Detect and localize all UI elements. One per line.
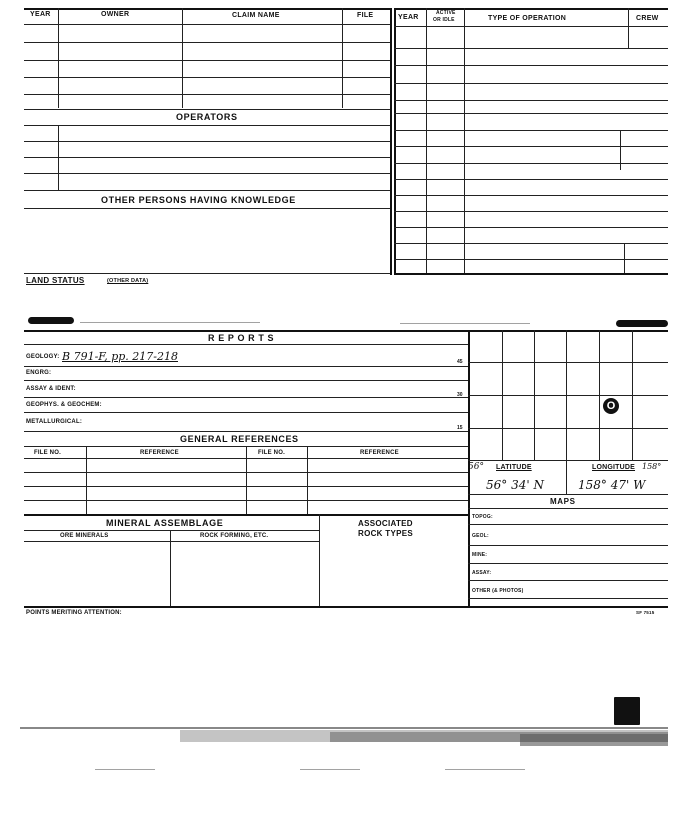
report-label-metallurgical: METALLURGICAL: [26, 419, 83, 425]
ref-header-file-no-2: FILE NO. [258, 450, 285, 456]
rock-forming-header: ROCK FORMING, ETC. [200, 533, 269, 539]
maps-assay: ASSAY: [472, 570, 492, 576]
header-file: FILE [357, 12, 374, 19]
land-status-label: LAND STATUS [26, 276, 85, 285]
other-persons-label: OTHER PERSONS HAVING KNOWLEDGE [101, 195, 296, 205]
maps-topog: TOPOG: [472, 514, 493, 520]
ops-header-active: ACTIVE [436, 10, 456, 16]
latitude-degree-note: 56° [468, 462, 484, 472]
longitude-label: LONGITUDE [592, 464, 636, 471]
associated-rock-types-line2: ROCK TYPES [358, 529, 414, 538]
ore-minerals-header: ORE MINERALS [60, 533, 109, 539]
ops-header-or-idle: OR IDLE [433, 17, 455, 23]
report-label-engrg: ENGRG: [26, 370, 52, 376]
ops-header-crew: CREW [636, 15, 659, 22]
report-value-geology: B 791-F, pp. 217-218 [62, 350, 178, 363]
report-label-assay: ASSAY & IDENT: [26, 386, 76, 392]
ink-smudge-left [28, 317, 74, 324]
longitude-degree-note: 158° [642, 462, 662, 471]
ops-header-year: YEAR [398, 14, 419, 21]
ops-header-type: TYPE OF OPERATION [488, 15, 567, 22]
report-label-geophys: GEOPHYS. & GEOCHEM: [26, 402, 102, 408]
land-status-sublabel: (OTHER DATA) [107, 278, 149, 284]
reports-title: R E P O R T S [208, 333, 275, 343]
corner-black-mark [614, 697, 640, 725]
header-claim-name: CLAIM NAME [232, 12, 280, 19]
report-label-geology: GEOLOGY: [26, 354, 60, 360]
ink-smudge-right [616, 320, 668, 327]
grid-location-marker: O [603, 398, 619, 414]
ref-header-file-no-1: FILE NO. [34, 450, 61, 456]
header-owner: OWNER [101, 11, 130, 18]
maps-mine: MINE: [472, 552, 488, 558]
maps-geol: GEOL: [472, 533, 489, 539]
margin-number-30: 30 [457, 392, 463, 398]
form-code: SF 7515 [636, 610, 655, 615]
ref-header-reference-1: REFERENCE [140, 450, 179, 456]
margin-number-45: 45 [457, 359, 463, 365]
longitude-value: 158° 47' W [578, 478, 646, 492]
maps-title: MAPS [550, 497, 576, 506]
latitude-value: 56° 34' N [486, 478, 544, 492]
general-references-title: GENERAL REFERENCES [180, 434, 299, 444]
latitude-label: LATITUDE [496, 464, 532, 471]
operators-label: OPERATORS [176, 112, 238, 122]
maps-other-photos: OTHER (& PHOTOS) [472, 588, 524, 594]
mineral-assemblage-title: MINERAL ASSEMBLAGE [106, 518, 224, 528]
margin-number-15: 15 [457, 425, 463, 431]
points-meriting-attention: POINTS MERITING ATTENTION: [26, 610, 122, 616]
ref-header-reference-2: REFERENCE [360, 450, 399, 456]
associated-rock-types-line1: ASSOCIATED [358, 519, 413, 528]
header-year: YEAR [30, 11, 51, 18]
